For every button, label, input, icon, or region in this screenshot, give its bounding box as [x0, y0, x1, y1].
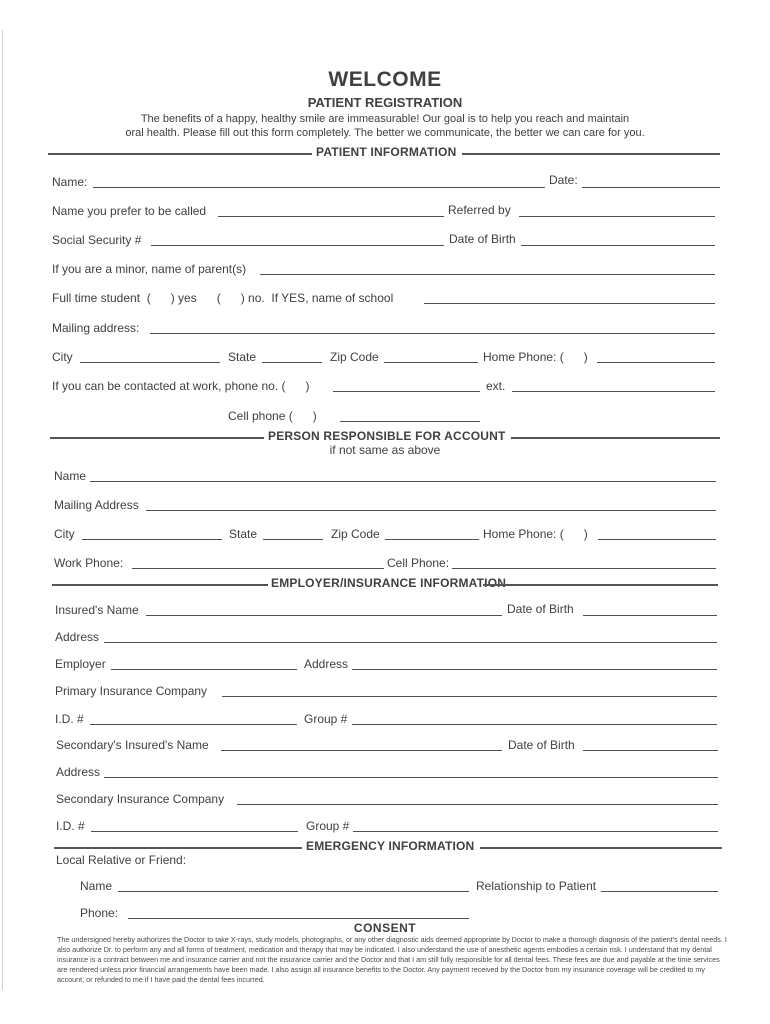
responsible-cell-phone-field[interactable]: [452, 568, 716, 569]
responsible-mailing-field[interactable]: [146, 510, 716, 511]
secondary-insurance-field[interactable]: [237, 804, 718, 805]
section-rule-right: [511, 437, 720, 439]
section-rule-left: [52, 584, 268, 586]
referred-by-label: Referred by: [448, 203, 511, 217]
responsible-zip-field[interactable]: [385, 539, 479, 540]
id2-field[interactable]: [91, 831, 298, 832]
emergency-phone-label: Phone:: [80, 906, 119, 920]
zip-label: Zip Code: [330, 350, 379, 364]
section-rule-left: [50, 437, 264, 439]
primary-insurance-field[interactable]: [222, 696, 717, 697]
employer-address-label: Address: [304, 657, 349, 671]
work-phone-label: If you can be contacted at work, phone no. ( ): [52, 379, 310, 393]
secondary-insurance-label: Secondary Insurance Company: [56, 792, 225, 806]
ext-label: ext.: [486, 379, 506, 393]
responsible-state-label: State: [229, 527, 258, 541]
insured-dob-field[interactable]: [583, 615, 717, 616]
employer-field[interactable]: [111, 669, 297, 670]
section-rule-right: [483, 584, 718, 586]
student-label: Full time student ( ) yes ( ) no. If YES, name of school: [52, 291, 394, 305]
relationship-field[interactable]: [601, 891, 718, 892]
insured-name-label: Insured's Name: [55, 603, 139, 617]
section-rule-left: [48, 153, 312, 155]
secondary-insured-label: Secondary's Insured's Name: [56, 738, 209, 752]
id2-label: I.D. #: [56, 819, 85, 833]
state-field[interactable]: [262, 362, 322, 363]
city-label: City: [52, 350, 73, 364]
minor-parent-label: If you are a minor, name of parent(s): [52, 262, 247, 276]
consent-text: The undersigned hereby authorizes the Doctor to take X-rays, study models, photographs, or any other diagnostic aids deemed appropriate by Doctor to make a thorough diagnosis of the patient's dental needs. I also authorize Dr. to perform any and all forms of treatment, medication and therapy that may be indicated. I also understand the use of anesthetic agents embodies a certain risk. I understand that my dental insurance is a contract between me and insurance carrier and not the insurance carrier and the Doctor and that I am still fully responsible for all dental fees. These fees are due and payable at the time services are rendered unless prior financial arrangements have been made. I also assign all insurance benefits to the Doctor. Any payment received by the Doctor from my insurance coverage will be credited to my account, or refunded to me if I have paid the dental fees incurred.: [57, 935, 727, 984]
page-edge: [2, 30, 3, 990]
local-relative-label: Local Relative or Friend:: [56, 853, 187, 867]
minor-parent-field[interactable]: [260, 274, 715, 275]
responsible-city-field[interactable]: [82, 539, 222, 540]
home-phone-label: Home Phone: ( ): [483, 350, 588, 364]
home-phone-field[interactable]: [597, 362, 715, 363]
secondary-address-label: Address: [56, 765, 101, 779]
ssn-label: Social Security #: [52, 233, 142, 247]
emergency-name-field[interactable]: [118, 891, 469, 892]
responsible-name-field[interactable]: [90, 481, 716, 482]
responsible-cell-phone-label: Cell Phone:: [387, 556, 450, 570]
cell-phone-label: Cell phone ( ): [228, 409, 317, 423]
secondary-dob-label: Date of Birth: [508, 738, 575, 752]
section-patient-information: PATIENT INFORMATION: [316, 145, 457, 159]
state-label: State: [228, 350, 257, 364]
secondary-address-field[interactable]: [104, 777, 718, 778]
primary-insurance-label: Primary Insurance Company: [55, 684, 208, 698]
secondary-dob-field[interactable]: [583, 750, 718, 751]
insured-dob-label: Date of Birth: [507, 602, 574, 616]
employer-address-field[interactable]: [352, 669, 717, 670]
dob-field[interactable]: [521, 245, 715, 246]
insured-address-field[interactable]: [104, 642, 717, 643]
preferred-name-label: Name you prefer to be called: [52, 204, 207, 218]
responsible-home-phone-label: Home Phone: ( ): [483, 527, 588, 541]
secondary-insured-field[interactable]: [221, 750, 502, 751]
group2-label: Group #: [306, 819, 350, 833]
responsible-city-label: City: [54, 527, 75, 541]
city-field[interactable]: [80, 362, 220, 363]
cell-phone-field[interactable]: [340, 421, 480, 422]
intro-line-1: The benefits of a happy, healthy smile are immeasurable! Our goal is to help you reach and maintain: [140, 113, 630, 125]
emergency-phone-field[interactable]: [128, 918, 469, 919]
referred-by-field[interactable]: [519, 216, 715, 217]
section-employer-insurance: EMPLOYER/INSURANCE INFORMATION: [271, 576, 507, 590]
dob-label: Date of Birth: [449, 232, 516, 246]
responsible-work-phone-label: Work Phone:: [54, 556, 124, 570]
section-person-responsible: PERSON RESPONSIBLE FOR ACCOUNT: [268, 429, 506, 443]
preferred-name-field[interactable]: [218, 216, 444, 217]
responsible-mailing-label: Mailing Address: [54, 498, 139, 512]
date-field[interactable]: [582, 187, 720, 188]
name-label: Name:: [52, 175, 88, 189]
school-field[interactable]: [424, 303, 715, 304]
responsible-state-field[interactable]: [263, 539, 323, 540]
section-rule-right: [462, 153, 720, 155]
employer-label: Employer: [55, 657, 106, 671]
responsible-zip-label: Zip Code: [331, 527, 380, 541]
intro-line-2: oral health. Please fill out this form completely. The better we communicate, the better we can care for you.: [125, 127, 645, 139]
insured-address-label: Address: [55, 630, 100, 644]
ext-field[interactable]: [512, 391, 715, 392]
relationship-label: Relationship to Patient: [476, 879, 597, 893]
group-field[interactable]: [352, 724, 717, 725]
group2-field[interactable]: [353, 831, 718, 832]
date-label: Date:: [549, 173, 578, 187]
zip-field[interactable]: [384, 362, 478, 363]
section-rule-right: [480, 847, 722, 849]
responsible-work-phone-field[interactable]: [132, 568, 384, 569]
form-subtitle: PATIENT REGISTRATION: [307, 95, 463, 110]
ssn-field[interactable]: [151, 245, 444, 246]
name-field[interactable]: [93, 187, 545, 188]
responsible-home-phone-field[interactable]: [598, 539, 716, 540]
work-phone-field[interactable]: [333, 391, 480, 392]
mailing-address-label: Mailing address:: [52, 321, 140, 335]
id-label: I.D. #: [55, 712, 84, 726]
section-rule-left: [54, 847, 302, 849]
group-label: Group #: [304, 712, 348, 726]
mailing-address-field[interactable]: [150, 333, 715, 334]
responsible-name-label: Name: [54, 469, 87, 483]
form-title: WELCOME: [328, 68, 442, 91]
section-emergency: EMERGENCY INFORMATION: [306, 839, 475, 853]
insured-name-field[interactable]: [146, 615, 502, 616]
responsible-note: if not same as above: [329, 443, 441, 457]
emergency-name-label: Name: [80, 879, 113, 893]
consent-title: CONSENT: [353, 921, 417, 935]
id-field[interactable]: [90, 724, 297, 725]
